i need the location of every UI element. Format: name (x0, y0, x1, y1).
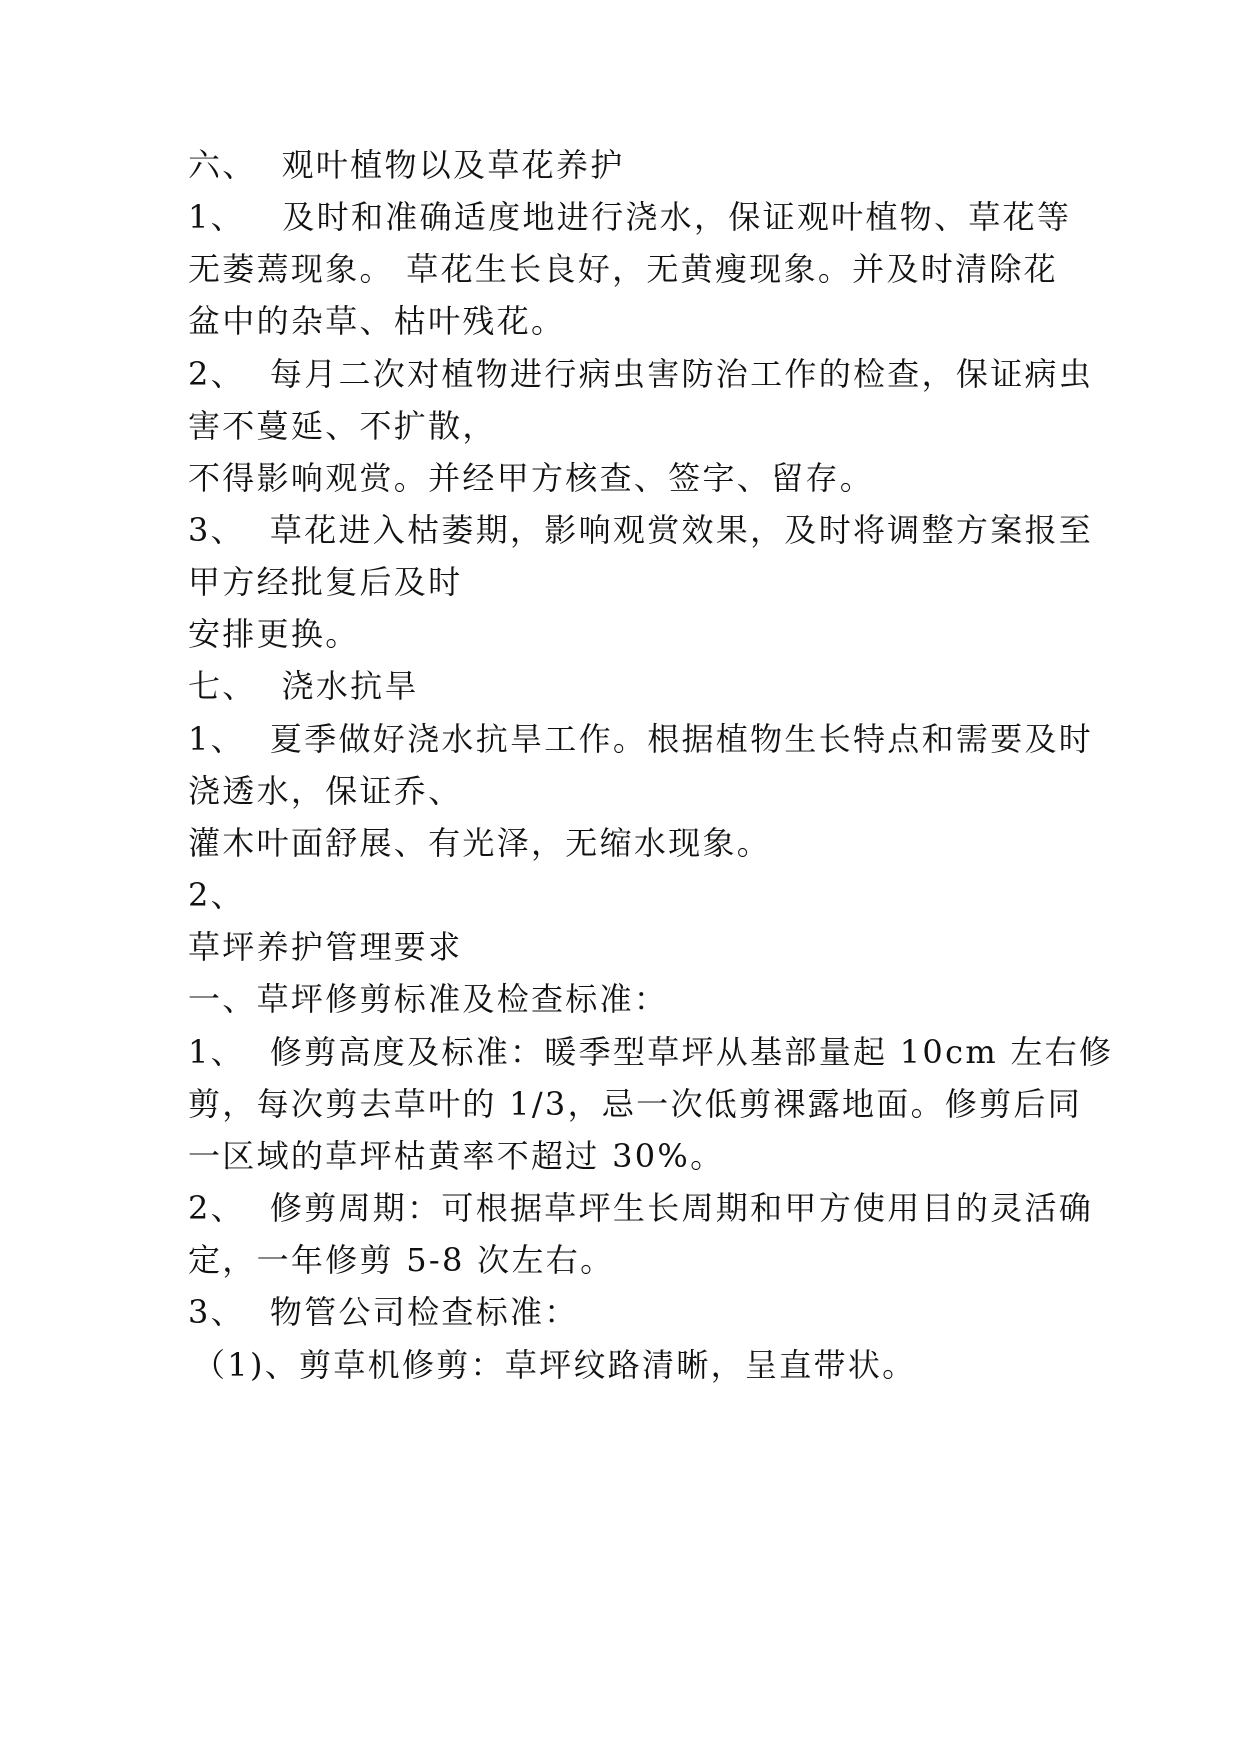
heading-lawn-requirements: 草坪养护管理要求 (188, 928, 463, 966)
text-line: 一区域的草坪枯黄率不超过 30%。 (188, 1137, 725, 1175)
heading-lawn-trimming: 一、草坪修剪标准及检查标准： (188, 980, 669, 1018)
text-line: 3、 物管公司检查标准： (188, 1293, 579, 1331)
text-line: 剪，每次剪去草叶的 1/3，忌一次低剪裸露地面。修剪后同 (188, 1085, 1083, 1123)
text-line: 盆中的杂草、枯叶残花。 (188, 302, 566, 340)
text-line: 3、 草花进入枯萎期，影响观赏效果，及时将调整方案报至 (188, 511, 1094, 549)
text-line: 无萎蔫现象。 草花生长良好，无黄瘦现象。并及时清除花 (188, 250, 1058, 288)
text-line: 2、 修剪周期：可根据草坪生长周期和甲方使用目的灵活确 (188, 1189, 1094, 1227)
text-line: 灌木叶面舒展、有光泽，无缩水现象。 (188, 824, 772, 862)
text-line: 浇透水，保证乔、 (188, 772, 463, 810)
heading-section-seven: 七、 浇水抗旱 (188, 667, 419, 705)
text-line: 定，一年修剪 5-8 次左右。 (188, 1241, 615, 1279)
text-line: 害不蔓延、不扩散， (188, 407, 497, 445)
text-line: 安排更换。 (188, 615, 360, 653)
text-line: 1、 修剪高度及标准：暖季型草坪从基部量起 10cm 左右修 (188, 1033, 1114, 1071)
text-line: 1、 及时和准确适度地进行浇水，保证观叶植物、草花等 (188, 198, 1072, 236)
text-line: 1、 夏季做好浇水抗旱工作。根据植物生长特点和需要及时 (188, 720, 1094, 758)
text-line: （1)、剪草机修剪：草坪纹路清晰，呈直带状。 (193, 1346, 917, 1384)
text-line: 2、 每月二次对植物进行病虫害防治工作的检查，保证病虫 (188, 355, 1094, 393)
text-line: 不得影响观赏。并经甲方核查、签字、留存。 (188, 459, 875, 497)
heading-section-six: 六、 观叶植物以及草花养护 (188, 146, 625, 184)
text-line: 2、 (188, 876, 245, 914)
text-line: 甲方经批复后及时 (188, 563, 463, 601)
